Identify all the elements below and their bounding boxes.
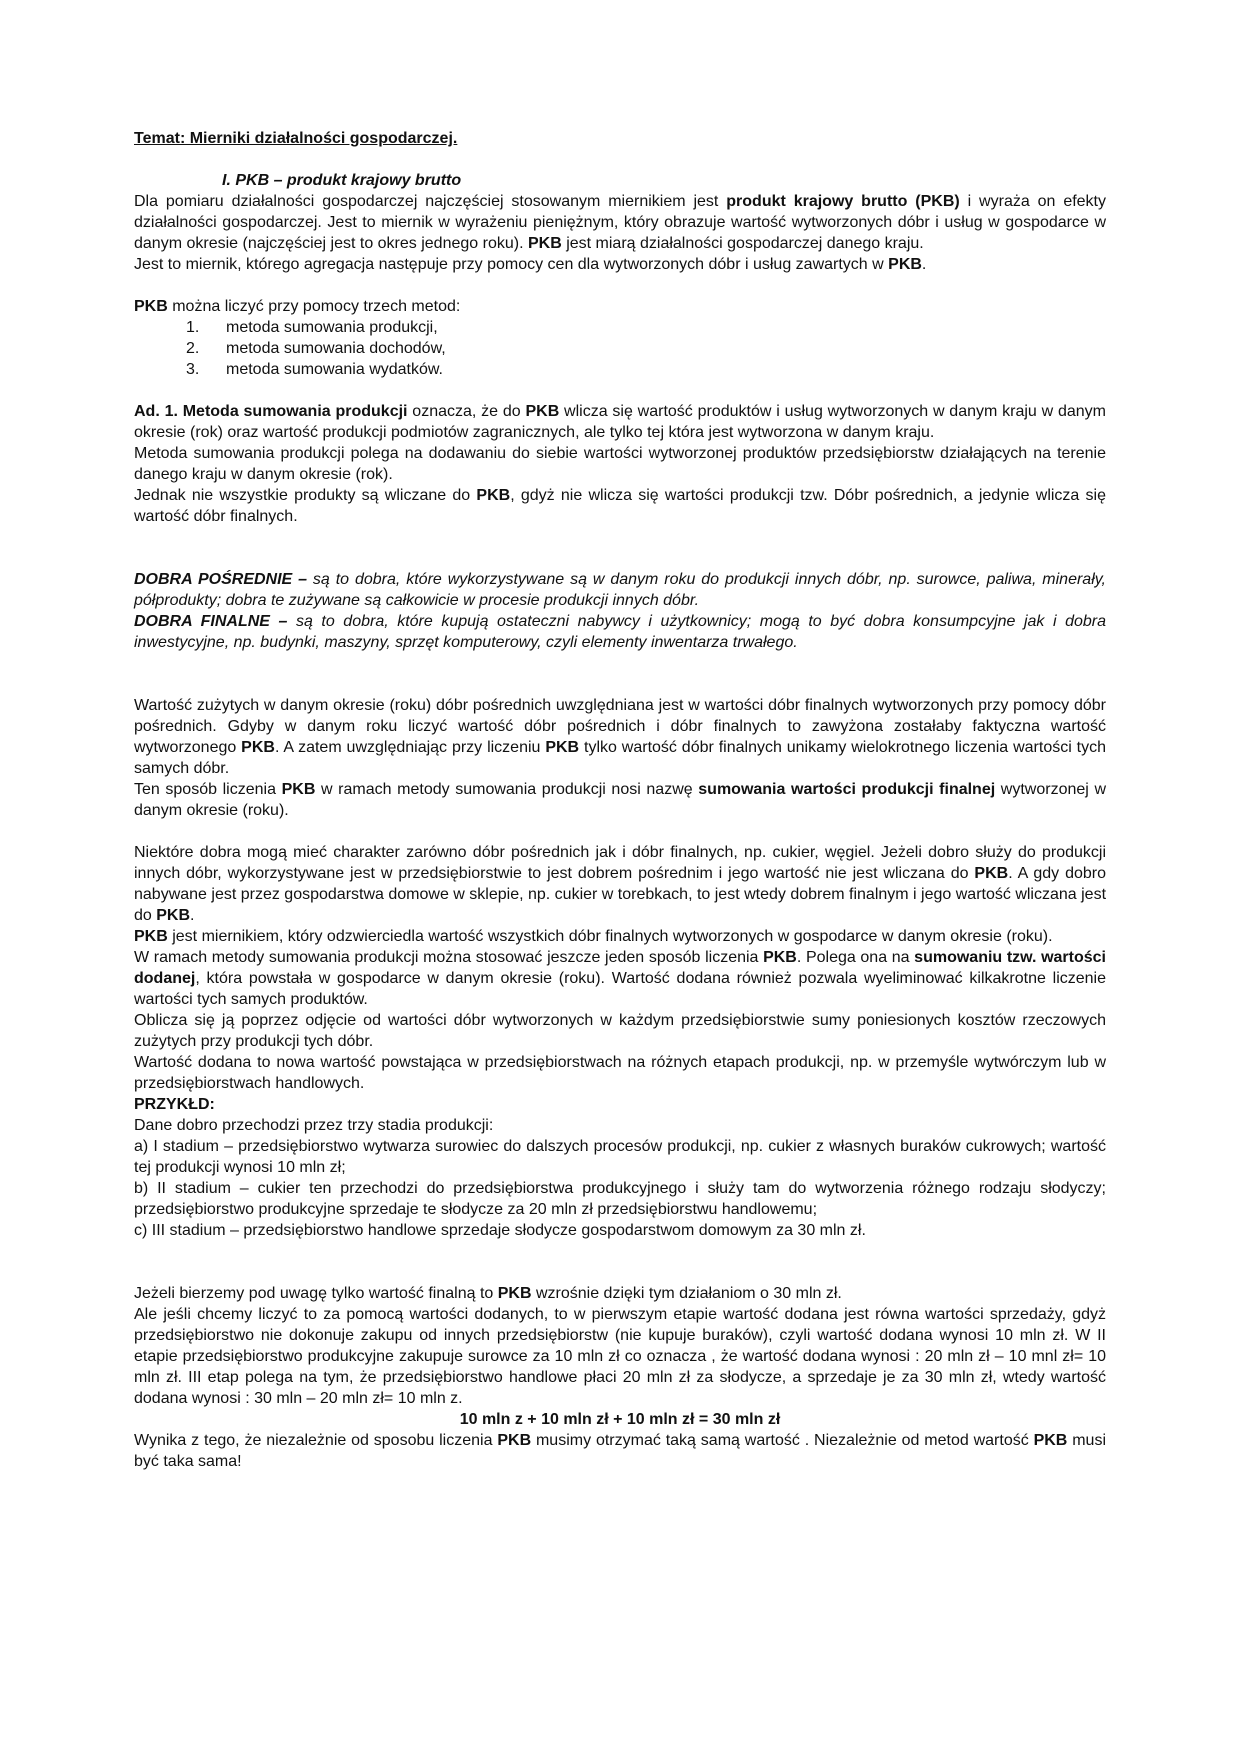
blank-line bbox=[134, 527, 1106, 569]
blank-line bbox=[134, 821, 1106, 842]
paragraph-wartosc-zuzytych bbox=[134, 695, 1106, 779]
text-run: PKB bbox=[134, 928, 168, 945]
paragraph-example-intro bbox=[134, 1115, 1106, 1136]
blank-line bbox=[134, 149, 1106, 170]
list-marker: 2. bbox=[186, 340, 200, 357]
text-run: . bbox=[921, 256, 927, 273]
paragraph-stadium-3 bbox=[134, 1220, 1106, 1241]
text-run: Wynika z tego, że niezależnie od sposobu liczenia bbox=[134, 1432, 498, 1449]
paragraph-pkb-intro bbox=[134, 191, 1106, 254]
text-run: wzrośnie dzięki tym działaniom o 30 mln zł. bbox=[531, 1285, 842, 1302]
text-run: tylko wartość dóbr finalnych unikamy wielokrotnego liczenia wartości tych samych dóbr. bbox=[134, 739, 1107, 777]
text-run: Dla pomiaru działalności gospodarczej najczęściej stosowanym miernikiem jest bbox=[134, 193, 727, 210]
text-run: Jest to miernik, którego agregacja następuje przy pomocy cen dla wytworzonych dóbr i usług zawartych w bbox=[134, 256, 889, 273]
text-run: W ramach metody sumowania produkcji można stosować jeszcze jeden sposób liczenia bbox=[134, 949, 764, 966]
blank-line bbox=[134, 380, 1106, 401]
text-run: PKB bbox=[1033, 1432, 1068, 1449]
text-run: PKB bbox=[545, 739, 580, 756]
text-run: są to dobra, które kupują ostateczni nabywcy i użytkownicy; mogą to być dobra konsumpcyjne jak i dobra inwestycyjne, np. budynki, maszyny, sprzęt komputerowy, czyli elementy inwentarza trwałego. bbox=[134, 613, 1107, 651]
text-run: oznacza, że do bbox=[407, 403, 526, 420]
text-run: Temat: Mierniki działalności gospodarczej. bbox=[134, 130, 458, 147]
definition-dobra-posrednie bbox=[134, 569, 1106, 611]
text-run: Metoda sumowania produkcji polega na dodawaniu do siebie wartości wytworzonej produktów przedsiębiorstw działających na terenie danego kraju w danym okresie (rok). bbox=[134, 445, 1106, 483]
text-run: sumowania wartości produkcji finalnej bbox=[698, 781, 996, 798]
text-run: DOBRA FINALNE – bbox=[134, 613, 288, 630]
list-marker: 3. bbox=[186, 361, 200, 378]
text-run: są to dobra, które wykorzystywane są w danym roku do produkcji innych dóbr, np. surowce, paliwa, minerały, półprodukty; dobra te zużywane są całkowicie w procesie produkcji innych dóbr. bbox=[134, 571, 1106, 609]
list-item-text: metoda sumowania dochodów, bbox=[226, 340, 446, 357]
paragraph-niektore-dobra bbox=[134, 842, 1106, 926]
section-heading bbox=[134, 170, 1106, 191]
paragraph-obliczanie bbox=[134, 1010, 1106, 1052]
doc-title bbox=[134, 128, 1106, 149]
text-run: . Polega ona na bbox=[796, 949, 915, 966]
text-run: 10 mln z + 10 mln zł + 10 mln zł = 30 mln zł bbox=[459, 1411, 781, 1428]
text-run: jest miernikiem, który odzwierciedla wartość wszystkich dóbr finalnych wytworzonych w gospodarce w danym okresie (roku). bbox=[167, 928, 1053, 945]
paragraph-wartosc-dodana-intro bbox=[134, 947, 1106, 1010]
text-run: Dane dobro przechodzi przez trzy stadia produkcji: bbox=[134, 1117, 494, 1134]
paragraph-ad1 bbox=[134, 401, 1106, 443]
paragraph-stadium-2 bbox=[134, 1178, 1106, 1220]
text-run: a) I stadium – przedsiębiorstwo wytwarza surowiec do dalszych procesów produkcji, np. cukier z własnych buraków cukrowych; wartość tej produkcji wynosi 10 mln zł; bbox=[134, 1138, 1106, 1176]
text-run: I. PKB – produkt krajowy brutto bbox=[222, 172, 462, 189]
methods-list bbox=[134, 317, 1106, 380]
blank-line bbox=[134, 1241, 1106, 1283]
text-run: i wyraża on efekty działalności gospodarczej. Jest to miernik w wyrażeniu pieniężnym, który obrazuje wartość wytworzonych dóbr i usług w gospodarce w danym okresie (najczęściej jest to okres jednego roku). bbox=[134, 193, 1107, 252]
list-marker: 1. bbox=[186, 319, 200, 336]
paragraph-wartosc-dodana-def bbox=[134, 1052, 1106, 1094]
text-run: Ale jeśli chcemy liczyć to za pomocą wartości dodanych, to w pierwszym etapie wartość dodana jest równa wartości sprzedaży, gdyż przedsiębiorstwo nie dokonuje zakupu od innych przedsiębiorstw (nie kupuje buraków), czyli wartość dodana wynosi 10 mln zł. W II etapie przedsiębiorstwo produkcyjne zakupuje surowce za 10 mln zł co oznacza , że wartość dodana wynosi : 20 mln zł – 10 mnl zł= 10 mln zł. III etap polega na tym, że przedsiębiorstwo handlowe płaci 20 mln zł za słodycze, a sprzedaje je za 30 mln zł, wtedy wartość dodana wynosi : 30 mln – 20 mln zł= 10 mln z. bbox=[134, 1306, 1106, 1407]
definition-dobra-finalne bbox=[134, 611, 1106, 653]
text-run: można liczyć przy pomocy trzech metod: bbox=[167, 298, 461, 315]
text-run: PKB bbox=[888, 256, 922, 273]
text-run: PKB bbox=[497, 1432, 532, 1449]
text-run: jest miarą działalności gospodarczej danego kraju. bbox=[561, 235, 924, 252]
text-run: , która powstała w gospodarce w danym okresie (roku). Wartość dodana również pozwala wyeliminować kilkakrotne liczenie wartości tych samych produktów. bbox=[134, 970, 1106, 1008]
text-run: Wartość zużytych w danym okresie (roku) dóbr pośrednich uwzględniana jest w wartości dóbr finalnych wytworzonych przy pomocy dóbr pośrednich. Gdyby w danym roku liczyć wartość dóbr pośrednich i dóbr finalnych to zawyżona zostałaby faktyczna wartość wytworzonego bbox=[134, 697, 1106, 756]
paragraph-wniosek bbox=[134, 1430, 1106, 1472]
text-run: PKB bbox=[476, 487, 511, 504]
text-run: PKB bbox=[281, 781, 316, 798]
text-run: Jeżeli bierzemy pod uwagę tylko wartość finalną to bbox=[134, 1285, 498, 1302]
paragraph-ten-sposob bbox=[134, 779, 1106, 821]
paragraph-agregacja bbox=[134, 254, 1106, 275]
text-run: PKB bbox=[525, 403, 560, 420]
text-run: DOBRA POŚREDNIE – bbox=[134, 571, 308, 588]
paragraph-etapy bbox=[134, 1304, 1106, 1409]
text-run: PKB bbox=[974, 865, 1009, 882]
formula-line bbox=[134, 1409, 1106, 1430]
text-run: Jednak nie wszystkie produkty są wliczane do bbox=[134, 487, 477, 504]
text-run: PRZYKŁD: bbox=[134, 1096, 215, 1113]
text-run: wlicza się wartość produktów i usług wytworzonych w danym kraju w danym okresie (rok) oraz wartość produkcji podmiotów zagranicznych, ale tylko tej która jest wytworzona w danym kraju. bbox=[134, 403, 1107, 441]
paragraph-stadium-1 bbox=[134, 1136, 1106, 1178]
text-run: PKB bbox=[156, 907, 191, 924]
text-run: musi być taka sama! bbox=[134, 1432, 1106, 1470]
text-run: . bbox=[190, 907, 195, 924]
list-item-text: metoda sumowania produkcji, bbox=[226, 319, 438, 336]
blank-line bbox=[134, 653, 1106, 695]
text-run: PKB bbox=[497, 1285, 532, 1302]
paragraph-metody-intro bbox=[134, 296, 1106, 317]
list-item bbox=[134, 359, 1106, 380]
text-run: c) III stadium – przedsiębiorstwo handlowe sprzedaje słodycze gospodarstwom domowym za 30 mln zł. bbox=[134, 1222, 866, 1239]
text-run: . A zatem uwzględniając przy liczeniu bbox=[274, 739, 546, 756]
list-item bbox=[134, 338, 1106, 359]
text-run: PKB bbox=[763, 949, 797, 966]
text-run: Wartość dodana to nowa wartość powstająca w przedsiębiorstwach na różnych etapach produkcji, np. w przemyśle wytwórczym lub w przedsiębiorstwach handlowych. bbox=[134, 1054, 1106, 1092]
text-run: PKB bbox=[134, 298, 168, 315]
text-run: Niektóre dobra mogą mieć charakter zarówno dóbr pośrednich jak i dóbr finalnych, np. cukier, węgiel. Jeżeli dobro służy do produkcji innych dóbr, wykorzystywane jest w przedsiębiorstwie to jest dobrem pośrednim i jego wartość nie jest wliczana do bbox=[134, 844, 1106, 882]
text-run: PKB bbox=[241, 739, 275, 756]
text-run: sumowaniu tzw. wartości dodanej bbox=[134, 949, 1106, 987]
text-run: b) II stadium – cukier ten przechodzi do przedsiębiorstwa produkcyjnego i służy tam do wytworzenia różnego rodzaju słodyczy; przedsiębiorstwo produkcyjne sprzedaje te słodycze za 20 mln zł przedsiębiorstwu handlowemu; bbox=[134, 1180, 1106, 1218]
text-run: PKB bbox=[527, 235, 562, 252]
paragraph-wartosc-finalna bbox=[134, 1283, 1106, 1304]
list-item bbox=[134, 317, 1106, 338]
text-run: wytworzonej w danym okresie (roku). bbox=[134, 781, 1107, 819]
list-item-text: metoda sumowania wydatków. bbox=[226, 361, 443, 378]
example-label bbox=[134, 1094, 1106, 1115]
text-run: Oblicza się ją poprzez odjęcie od wartości dóbr wytworzonych w każdym przedsiębiorstwie sumy poniesionych kosztów rzeczowych zużytych przy produkcji tych dóbr. bbox=[134, 1012, 1106, 1050]
text-run: Ad. 1. Metoda sumowania produkcji bbox=[134, 403, 408, 420]
text-run: musimy otrzymać taką samą wartość . Niezależnie od metod wartość bbox=[531, 1432, 1034, 1449]
text-run: w ramach metody sumowania produkcji nosi nazwę bbox=[315, 781, 699, 798]
paragraph-dobra-posrednie-intro bbox=[134, 485, 1106, 527]
blank-line bbox=[134, 275, 1106, 296]
paragraph-metoda-produkcji bbox=[134, 443, 1106, 485]
text-run: Ten sposób liczenia bbox=[134, 781, 282, 798]
text-run: . A gdy dobro nabywane jest przez gospodarstwa domowe w sklepie, np. cukier w torebkach, to jest wtedy dobrem finalnym i jego wartość wliczana jest do bbox=[134, 865, 1107, 924]
text-run: produkt krajowy brutto (PKB) bbox=[726, 193, 960, 210]
text-run: , gdyż nie wlicza się wartości produkcji tzw. Dóbr pośrednich, a jedynie wlicza się wartość dóbr finalnych. bbox=[134, 487, 1107, 525]
paragraph-pkb-miernik bbox=[134, 926, 1106, 947]
